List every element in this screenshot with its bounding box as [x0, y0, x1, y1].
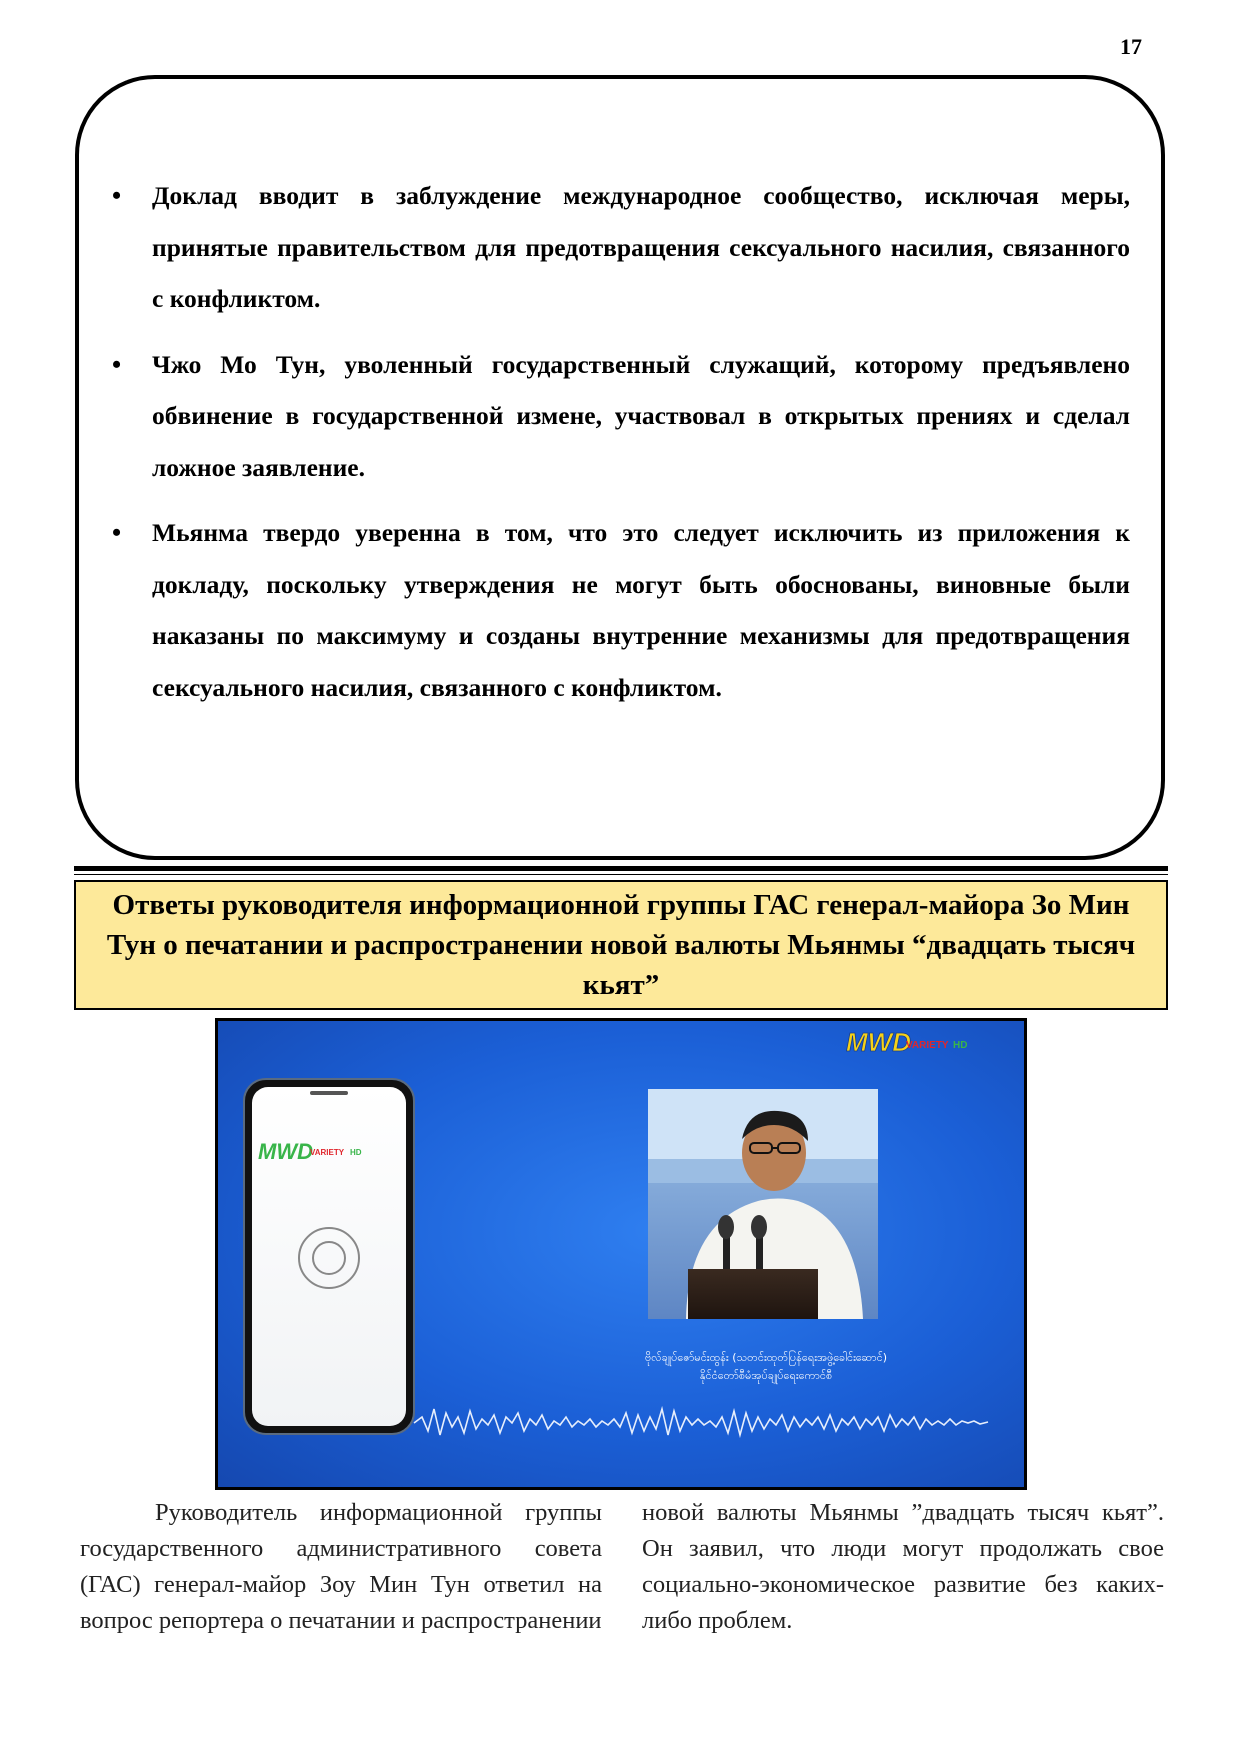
bullet-item: • Чжо Мо Тун, уволенный государственный служащий, которому предъявлено обвинение в государственной измене, участвовал в открытых прениях и сделал ложное заявление.: [110, 339, 1130, 494]
headline: Ответы руководителя информационной группы ГАС генерал-майора Зо Мин Тун о печатании и распространении новой валюты Мьянмы “двадцать тысяч кьят”: [106, 889, 1136, 1001]
speaker-photo: [648, 1089, 878, 1319]
audio-waveform: [414, 1409, 988, 1435]
logo-variety-text: VARIETY: [906, 1040, 949, 1051]
logo-mwd-text: MWD: [846, 1027, 911, 1057]
section-divider: [74, 866, 1168, 871]
phone-logo-hd: HD: [350, 1148, 362, 1157]
page-number: 17: [1120, 34, 1142, 59]
channel-logo-top: [846, 1027, 967, 1057]
news-photo: [215, 1018, 1027, 1490]
bullet-item: • Мьянма твердо уверенна в том, что это следует исключить из приложения к докладу, поскольку утверждения не могут быть обоснованы, виновные были наказаны по максимуму и созданы внутренние механизмы для предотвращения сексуального насилия, связанного с конфликтом.: [110, 507, 1130, 713]
photo-caption-line1: ဗိုလ်ချုပ်ဇော်မင်းထွန်း (သတင်းထုတ်ပြန်ရေးအဖွဲ့ခေါင်းဆောင်): [645, 1351, 887, 1364]
headline-box: [74, 880, 1168, 1010]
photo-illustration: [218, 1021, 1024, 1487]
phone-icon: [244, 1079, 414, 1434]
bullet-item: • Доклад вводит в заблуждение международное сообщество, исключая меры, принятые правительством для предотвращения сексуального насилия, связанного с конфликтом.: [110, 170, 1130, 325]
phone-logo-variety: VARIETY: [310, 1148, 345, 1157]
section-divider-thin: [74, 874, 1168, 875]
article-column-left: Руководитель информационной группы государственного административного совета (ГАС) генерал-майор Зоу Мин Тун ответил на вопрос репортера о печатании и распространении: [80, 1499, 602, 1634]
phone-logo-mwd: MWD: [258, 1139, 313, 1164]
photo-caption-line2: နိုင်ငံတော်စီမံအုပ်ချုပ်ရေးကောင်စီ: [699, 1369, 833, 1382]
article-column-right: новой валюты Мьянмы ”двадцать тысяч кьят”. Он заявил, что люди могут продолжать свое социально-экономическое развитие без каких-либо проблем.: [642, 1499, 1164, 1634]
bullet-list: [110, 170, 1130, 727]
logo-hd-text: HD: [953, 1040, 968, 1051]
